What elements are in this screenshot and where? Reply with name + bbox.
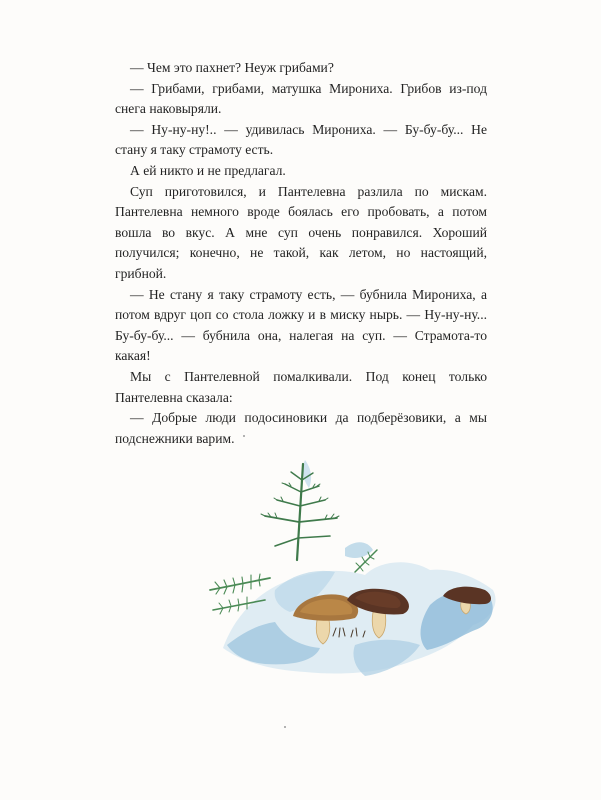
snow-tip [303, 460, 311, 488]
paper-speck [284, 726, 286, 728]
paper-speck [243, 435, 245, 437]
story-text [115, 58, 487, 449]
snow-shadow-top [345, 542, 373, 558]
fir-sapling [261, 464, 339, 560]
paragraph: — Не стану я таку страмоту есть, — бубнила Мирониха, а потом вдруг цоп со стола ложку и в миску нырь. — Ну-ну-ну... Бу-бу-бу... — бубнила она, налегая на суп. — Страмота-то какая! [115, 286, 487, 364]
paragraph: А ей никто и не предлагал. [130, 162, 286, 178]
mushroom-illustration [205, 440, 505, 700]
paragraph: — Грибами, грибами, матушка Мирониха. Грибов из-под снега наковыряли. [115, 80, 487, 117]
paragraph: Суп приготовился, и Пантелевна разлила по мискам. Пантелевна немного вроде боялась его пробовать, а потом вошла во вкус. А мне суп очень понравился. Хороший получился; конечно, не такой, как летом, но настоящий, грибной. [115, 183, 487, 281]
paragraph: — Добрые люди подосиновики да подберёзовики, а мы подснежники варим. [115, 410, 487, 446]
paragraph: — Ну-ну-ну!.. — удивилась Мирониха. — Бу-бу-бу... Не стану я таку страмоту есть. [115, 121, 487, 158]
paragraph: — Чем это пахнет? Неуж грибами? [130, 60, 334, 75]
paragraph: Мы с Пантелевной помалкивали. Под конец только Пантелевна сказала: [115, 368, 487, 405]
